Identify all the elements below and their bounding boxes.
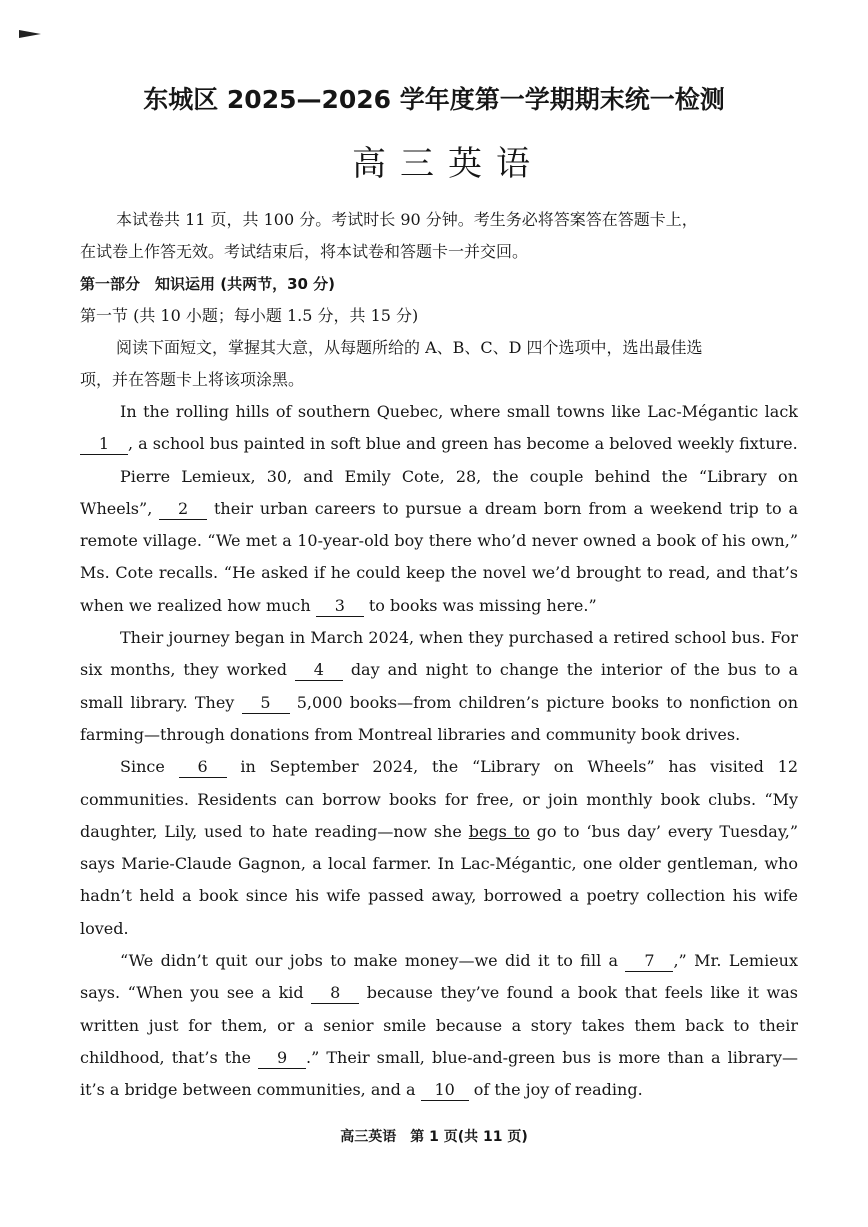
paragraph-text: in September 2024, the “Library on Wheels” has visited 12 communities. Residents can borrow books for free, or join monthly book clubs. “My daughter, Lily, used to hate reading—now she (80, 757, 798, 841)
paragraph-text: In the rolling hills of southern Quebec, where small towns like Lac-Mégantic lack (120, 402, 798, 421)
exam-subject: 高三英语 (352, 144, 544, 184)
paragraph-1 (80, 396, 798, 461)
underlined-phrase: begs to (468, 821, 530, 841)
blank-9: 9 (258, 1048, 306, 1069)
blank-8: 8 (311, 983, 359, 1004)
cloze-passage (80, 396, 798, 1107)
paragraph-text: day and night to change the interior of the bus to a small library. They (80, 660, 798, 712)
corner-registration-mark (19, 30, 41, 38)
paragraph-text: ,” Mr. Lemieux says. “When you see a kid (80, 951, 798, 1003)
paragraph-text: , a school bus painted in soft blue and green has become a beloved weekly fixture. (128, 434, 798, 454)
part-heading: 第一部分 知识运用 (共两节，30 分) (80, 275, 336, 293)
section-heading: 第一节 (共 10 小题；每小题 1.5 分，共 15 分) (80, 306, 419, 325)
paragraph-5 (80, 945, 798, 1106)
notice-line-1: 本试卷共 11 页，共 100 分。考试时长 90 分钟。考生务必将答案答在答题卡上， (116, 210, 698, 229)
paragraph-text: Since (120, 757, 179, 777)
paragraph-text: 5,000 books—from children’s picture books to nonfiction on farming—through donations from Montreal libraries and community book drives. (80, 692, 798, 744)
paragraph-text: “We didn’t quit our jobs to make money—we did it to fill a (120, 951, 626, 971)
exam-title: 东城区 2025—2026 学年度第一学期期末统一检测 (143, 85, 725, 114)
paragraph-text: to books was missing here.” (363, 595, 597, 615)
directions-line-1: 阅读下面短文，掌握其大意，从每题所给的 A、B、C、D 四个选项中，选出最佳选 (116, 338, 703, 357)
notice-line-2: 在试卷上作答无效。考试结束后，将本试卷和答题卡一并交回。 (80, 242, 529, 261)
blank-7: 7 (625, 951, 673, 972)
paragraph-4 (80, 751, 798, 945)
page-footer: 高三英语 第 1 页(共 11 页) (340, 1129, 528, 1145)
paragraph-text: of the joy of reading. (468, 1080, 643, 1100)
blank-4: 4 (295, 660, 343, 681)
blank-5: 5 (242, 693, 290, 714)
blank-2: 2 (159, 499, 207, 520)
paragraph-text: go to ‘bus day’ every Tuesday,” says Marie-Claude Gagnon, a local farmer. In Lac-Mégantic, one older gentleman, who hadn’t held a book since his wife passed away, borrowed a poetry collection his wife loved. (80, 821, 799, 938)
blank-6: 6 (179, 757, 227, 778)
paragraph-text: Pierre Lemieux, 30, and Emily Cote, 28, the couple behind the “Library on Wheels”, (80, 466, 798, 518)
blank-1: 1 (80, 434, 128, 455)
paragraph-2 (80, 461, 798, 622)
paragraph-text: Their journey began in March 2024, when they purchased a retired school bus. For six months, they worked (80, 628, 798, 680)
blank-3: 3 (316, 596, 364, 617)
paragraph-text: .” Their small, blue-and-green bus is more than a library—it’s a bridge between communities, and a (80, 1047, 798, 1100)
directions-line-2: 项，并在答题卡上将该项涂黑。 (80, 370, 305, 389)
paragraph-text: their urban careers to pursue a dream born from a weekend trip to a remote village. “We met a 10-year-old boy there who’d never owned a book of his own,” Ms. Cote recalls. “He asked if he could keep the novel we’d brought to read, and that’s when we realized how much (80, 498, 798, 615)
blank-10: 10 (421, 1080, 469, 1101)
paragraph-text: because they’ve found a book that feels like it was written just for them, or a senior smile because a story takes them back to their childhood, that’s the (80, 983, 798, 1067)
instructions-block (80, 204, 800, 396)
paragraph-3 (80, 622, 798, 751)
